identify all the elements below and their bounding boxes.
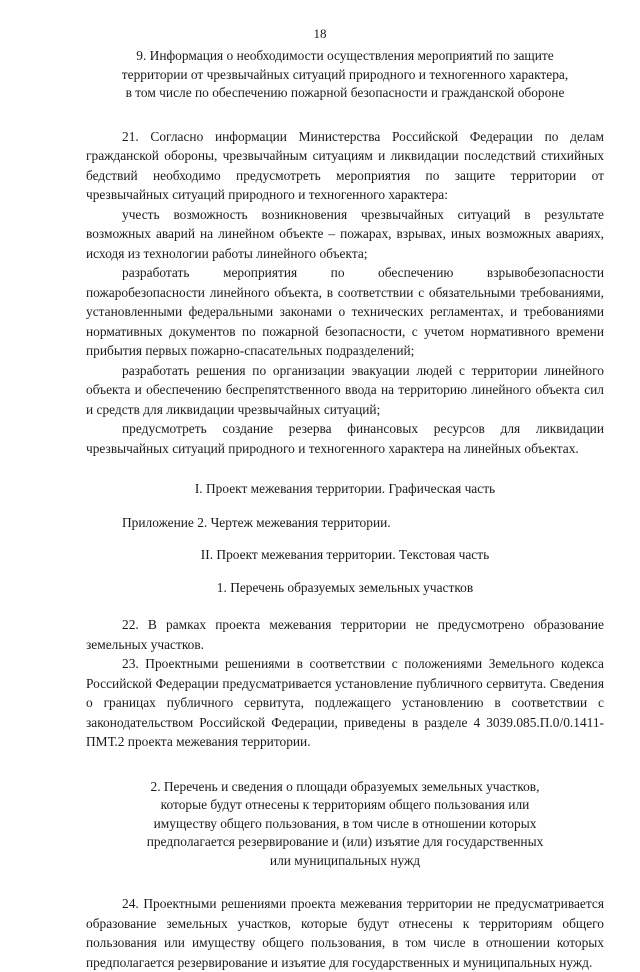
paragraph-21-item-1: учесть возможность возникновения чрезвычайных ситуаций в результате возможных аварий на линейном объекте – пожарах, взрывах, иных возможных авариях, исходя из технологии работы линейного объекта;: [86, 206, 604, 261]
subsection-2-heading: [86, 778, 604, 871]
paragraph-22: 22. В рамках проекта межевания территории не предусмотрено образование земельных участков.: [86, 617, 604, 652]
section-I-heading: I. Проект межевания территории. Графическая часть: [194, 481, 496, 496]
page-content: [86, 47, 604, 972]
heading-line: которые будут отнесены к территориям общего пользования или: [160, 797, 530, 812]
heading-line: или муниципальных нужд: [269, 852, 421, 868]
heading-line: 2. Перечень и сведения о площади образуемых земельных участков,: [150, 778, 540, 794]
heading-line: территории от чрезвычайных ситуаций природного и техногенного характера,: [121, 66, 569, 82]
paragraph-24: 24. Проектными решениями проекта межевания территории не предусматривается образование земельных участков, которые будут отнесены к территориям общего пользования или имуществу общего пользования, в том числе в отношении которых предполагается резервирование и изъятие для государственных и муниципальных нужд.: [86, 896, 604, 970]
appendix-2-reference: Приложение 2. Чертеж межевания территории.: [122, 514, 391, 530]
subsection-1-heading: 1. Перечень образуемых земельных участков: [216, 579, 474, 595]
page-number: 18: [313, 26, 327, 41]
paragraph-23: 23. Проектными решениями в соответствии с положениями Земельного кодекса Российской Федерации предусматривается установление публичного сервитута. Сведения о границах публичного сервитута, подлежащего установлению в соответствии с законодательством Российской Федерации, приведены в разделе 4 3039.085.П.0/0.1411-ПМТ.2 проекта межевания территории.: [86, 656, 604, 749]
heading-line: в том числе по обеспечению пожарной безопасности и гражданской обороне: [125, 85, 565, 100]
heading-line: имуществу общего пользования, в том числе в отношении которых: [153, 815, 537, 831]
section-9-heading: [86, 47, 604, 103]
paragraph-21-item-2: разработать мероприятия по обеспечению взрывобезопасности пожаробезопасности линейного объекта, в соответствии с обязательными требованиями, установленными федеральными законами о технических регламентах, и требованиями нормативных документов по пожарной безопасности, с учетом нормативного времени прибытия первых пожарно-спасательных подразделений;: [86, 265, 604, 358]
paragraph-21-item-3: разработать решения по организации эвакуации людей с территории линейного объекта и обеспечению беспрепятственного ввода на территорию линейного объекта сил и средств для ликвидации чрезвычайных ситуаций;: [86, 362, 604, 417]
heading-line: 9. Информация о необходимости осуществления мероприятий по защите: [136, 48, 554, 63]
paragraph-21-item-4: предусмотреть создание резерва финансовых ресурсов для ликвидации чрезвычайных ситуаций природного и техногенного характера на линейных объектах.: [86, 421, 604, 456]
section-II-heading: II. Проект межевания территории. Текстовая часть: [200, 547, 490, 562]
paragraph-21: 21. Согласно информации Министерства Российской Федерации по делам гражданской обороны, чрезвычайным ситуациям и ликвидации последствий стихийных бедствий необходимо предусмотреть мероприятия по защите территории от чрезвычайных ситуаций природного и техногенного характера:: [86, 128, 604, 202]
heading-line: предполагается резервирование и (или) изъятие для государственных: [146, 834, 544, 849]
